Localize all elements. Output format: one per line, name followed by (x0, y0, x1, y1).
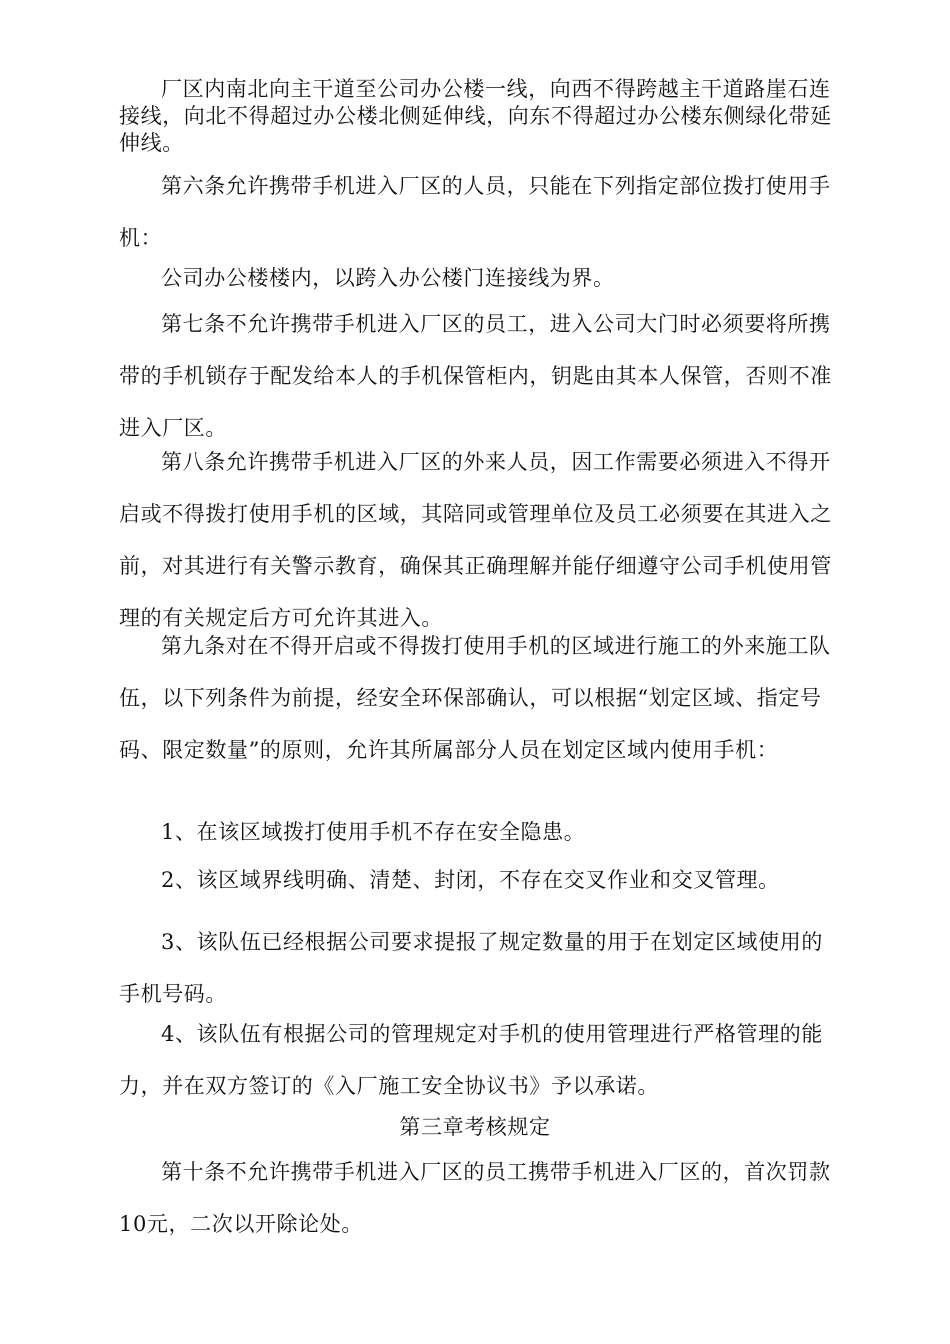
paragraph-article-6: 第六条允许携带手机进入厂区的人员，只能在下列指定部位拨打使用手机： (119, 174, 831, 250)
paragraph-article-7: 第七条不允许携带手机进入厂区的员工，进入公司大门时必须要将所携带的手机锁存于配发给本人的手机保管柜内，钥匙由其本人保管，否则不准进入厂区。 (119, 312, 832, 440)
list-item-condition-1: 1、在该区域拨打使用手机不存在安全隐患。 (161, 820, 586, 844)
list-item-condition-3: 3、该队伍已经根据公司要求提报了规定数量的用于在划定区域使用的手机号码。 (119, 930, 823, 1006)
paragraph-article-10: 第十条不允许携带手机进入厂区的员工携带手机进入厂区的，首次罚款10元，二次以开除论处。 (119, 1160, 831, 1236)
list-item-condition-2: 2、该区域界线明确、清楚、封闭，不存在交叉作业和交叉管理。 (161, 868, 780, 892)
paragraph-factory-boundary: 厂区内南北向主干道至公司办公楼一线，向西不得跨越主干道路崖石连接线，向北不得超过办公楼北侧延伸线，向东不得超过办公楼东侧绿化带延伸线。 (119, 77, 832, 155)
list-item-condition-4: 4、该队伍有根据公司的管理规定对手机的使用管理进行严格管理的能力，并在双方签订的《入厂施工安全协议书》予以承诺。 (119, 1022, 823, 1098)
paragraph-article-8: 第八条允许携带手机进入厂区的外来人员，因工作需要必须进入不得开启或不得拨打使用手机的区域，其陪同或管理单位及员工必须要在其进入之前，对其进行有关警示教育，确保其正确理解并能仔细遵守公司手机使用管理的有关规定后方可允许其进入。 (119, 450, 832, 630)
chapter-heading: 第三章考核规定 (399, 1115, 551, 1139)
paragraph-office-building: 公司办公楼楼内，以跨入办公楼门连接线为界。 (161, 266, 615, 290)
paragraph-article-9: 第九条对在不得开启或不得拨打使用手机的区域进行施工的外来施工队伍，以下列条件为前提，经安全环保部确认，可以根据“划定区域、指定号码、限定数量”的原则，允许其所属部分人员在划定区域内使用手机： (119, 634, 831, 762)
